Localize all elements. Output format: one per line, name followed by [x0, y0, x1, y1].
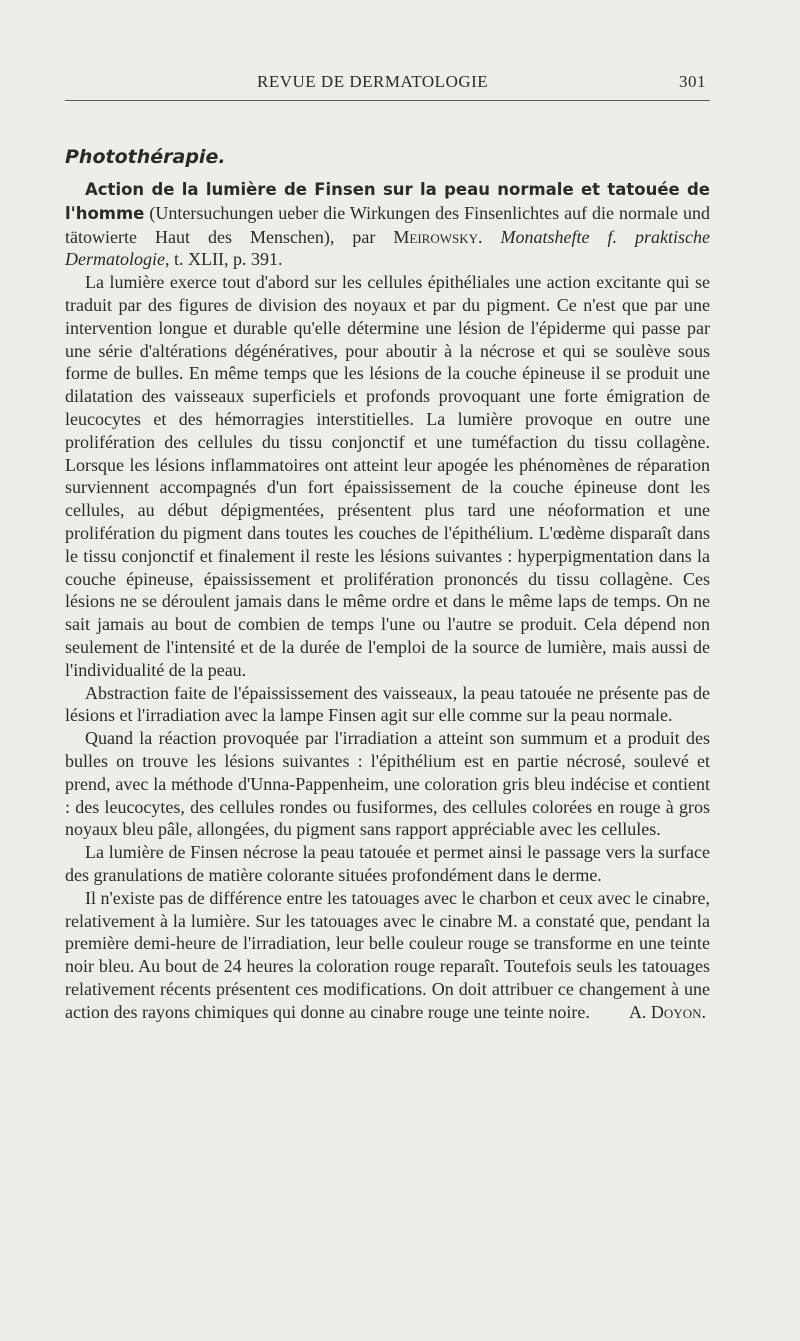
section-title: Photothérapie. [65, 146, 226, 168]
article-citation: t. XLII, p. 391. [169, 249, 283, 270]
last-paragraph [65, 887, 710, 1024]
article-body [65, 178, 710, 1023]
article-original-title: (Untersuchungen ueber die Wirkungen des Finsenlichtes auf die normale und tätowierte Haut des Menschen), par [65, 202, 710, 247]
running-header [65, 72, 710, 96]
paragraph: Abstraction faite de l'épaississement des vaisseaux, la peau tatouée ne présente pas de lésions et l'irradiation avec la lampe Finsen agit sur elle comme sur la peau normale. [65, 682, 710, 726]
article-heading: Action de la lumière de Finsen sur la peau normale et tatouée de l'homme (Untersuchungen ueber die Wirkungen des Finsenlichtes auf die normale und tätowierte Haut des Menschen), par Meirowsky. Monatshefte f. praktische Dermatologie, t. XLII, p. 391. [65, 180, 710, 270]
header-rule [65, 100, 710, 101]
journal-title: REVUE DE DERMATOLOGIE [257, 72, 489, 91]
paragraph: Quand la réaction provoquée par l'irradiation a atteint son summum et a produit des bulles on trouve les lésions suivantes : l'épithélium est en partie nécrosé, soulevé et prend, avec la méthode d'Unna-Pappenheim, une coloration gris bleu indécise et contient : des leucocytes, des cellules rondes ou fusiformes, des cellules colorées en rouge à gros noyaux bleu pâle, allongées, du pigment sans rapport appréciable avec les cellules. [65, 728, 710, 840]
article-title: Action de la lumière de Finsen sur la peau normale et tatouée de l'homme [65, 180, 710, 223]
article-journal: Monatshefte f. praktische Dermatologie, [65, 226, 710, 270]
paragraph: La lumière exerce tout d'abord sur les cellules épithéliales une action excitante qui se traduit par des figures de division des noyaux et par du pigment. Ce n'est que par une intervention longue et durable qu'elle détermine une lésion de l'épiderme qui passe par une série d'altérations dégénératives, pour aboutir à la nécrose et qui se soulève sous forme de bulles. En même temps que les lésions de la couche épineuse il se produit une dilatation des vaisseaux superficiels et profonds provoquant une forte émigration de leucocytes et des hémorragies interstitielles. La lumière provoque en outre une prolifération des cellules du tissu conjonctif et une tuméfaction du tissu collagène. Lorsque les lésions inflammatoires ont atteint leur apogée les phénomènes de réparation surviennent accompagnés d'un fort épaississement de la couche épineuse dont les cellules, au début dépigmentées, présentent plus tard une néoformation et une prolifération du pigment dans toutes les couches de l'épithélium. L'œdème disparaît dans le tissu conjonctif et finalement il reste les lésions suivantes : hyperpigmentation dans la couche épineuse, épaississement et prolifération prononcés du tissu collagène. Ces lésions ne se déroulent jamais dans le même ordre et dans le même laps de temps. On ne sait jamais au bout de combien de temps l'une ou l'autre se produit. Cela dépend non seulement de l'intensité et de la durée de l'emploi de la source de lumière, mais aussi de l'individualité de la peau. [65, 272, 710, 680]
paragraph: Il n'existe pas de différence entre les tatouages avec le charbon et ceux avec le cinabre, relativement à la lumière. Sur les tatouages avec le cinabre M. a constaté que, pendant la première demi-heure de l'irradiation, leur belle couleur rouge se transforme en une teinte noir bleu. Au bout de 24 heures la coloration rouge reparaît. Toutefois seuls les tatouages relativement récents présentent ces modifications. On doit attribuer ce changement à une action des rayons chimiques qui donne au cinabre rouge une teinte noire. [65, 887, 710, 1022]
article-author: Meirowsky [393, 226, 479, 247]
page-number: 301 [679, 72, 706, 91]
paragraph: La lumière de Finsen nécrose la peau tatouée et permet ainsi le passage vers la surface des granulations de matière colorante situées profondément dans le derme. [65, 842, 710, 885]
signature: A. Doyon. [628, 1001, 706, 1022]
